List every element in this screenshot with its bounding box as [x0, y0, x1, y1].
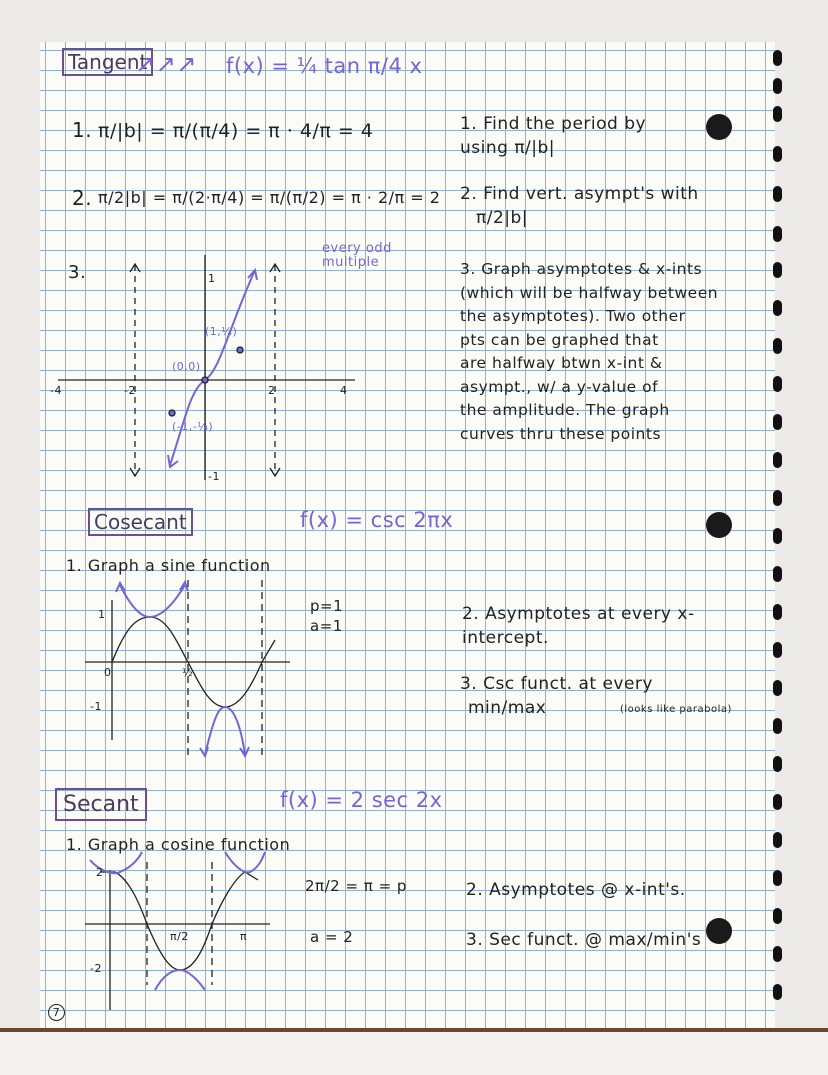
note-line: are halfway btwn x-int & — [460, 354, 663, 372]
note-line: pts can be graphed that — [460, 330, 659, 349]
note-line: 3. Graph asymptotes & x-ints — [460, 260, 703, 278]
note-line: using π/|b| — [460, 138, 556, 158]
x-tick-label: -4 — [50, 384, 62, 397]
secant-formula: f(x) = 2 sec 2x — [280, 788, 443, 812]
note-line: intercept. — [462, 628, 549, 648]
amplitude-value: a=1 — [310, 617, 343, 635]
tangent-title: Tangent — [62, 48, 153, 76]
annotation-line: multiple — [322, 255, 380, 270]
note-line: 3. Csc funct. at every — [460, 674, 653, 694]
tangent-note-1 — [460, 112, 646, 160]
note-line: the amplitude. The graph — [460, 401, 670, 419]
note-line: 2. Find vert. asympt's with — [460, 184, 699, 204]
tangent-note-3 — [460, 258, 718, 446]
tangent-period-math: π/|b| = π/(π/4) = π · 4/π = 4 — [98, 120, 374, 142]
point-label: (1,¼) — [205, 325, 238, 338]
x-tick-label: ½ — [182, 666, 194, 679]
curve-sketch-icon: ↗↗↗ — [135, 50, 197, 78]
y-tick-label: 1 — [98, 608, 106, 621]
y-tick-label: -2 — [90, 962, 102, 975]
x-tick-label: 4 — [340, 384, 348, 397]
secant-step-1: 1. Graph a cosine function — [66, 835, 291, 854]
note-line: min/max — [468, 698, 547, 718]
note-line: asympt., w/ a y-value of — [460, 377, 659, 396]
tangent-formula: f(x) = ¼ tan π/4 x — [226, 54, 423, 78]
x-tick-label: 0 — [104, 666, 112, 679]
secant-note-2: 2. Asymptotes @ x-int's. — [466, 880, 686, 900]
y-tick-label: -1 — [208, 470, 220, 483]
amplitude-value: a = 2 — [310, 928, 354, 946]
x-tick-label: π/2 — [170, 930, 189, 943]
secant-note-3: 3. Sec funct. @ max/min's — [466, 930, 702, 950]
cosecant-note-2 — [462, 602, 695, 650]
x-tick-label: -2 — [124, 384, 136, 397]
tangent-graph — [58, 255, 355, 480]
tangent-note-2 — [460, 182, 699, 230]
secant-title: Secant — [55, 788, 147, 821]
point-label: (-1,-¼) — [172, 420, 214, 433]
note-line: (which will be halfway between — [460, 283, 719, 302]
cosecant-step-1: 1. Graph a sine function — [66, 556, 271, 575]
page-number: 7 — [48, 1004, 65, 1021]
cosecant-formula: f(x) = csc 2πx — [300, 508, 454, 532]
y-tick-label: 2 — [96, 866, 104, 879]
tangent-asymptote-math: π/2|b| = π/(2·π/4) = π/(π/2) = π · 2/π = 2 — [98, 188, 441, 207]
step-label: 1. — [72, 118, 93, 142]
y-tick-label: 1 — [208, 272, 216, 285]
x-tick-label: 2 — [268, 384, 276, 397]
period-value: p=1 — [310, 597, 344, 615]
cosecant-note-aside: (looks like parabola) — [620, 704, 732, 715]
note-line: 1. Find the period by — [460, 114, 647, 134]
y-tick-label: -1 — [90, 700, 102, 713]
point-label: (0,0) — [172, 360, 201, 373]
step-label: 3. — [68, 262, 87, 283]
note-line: π/2|b| — [476, 208, 529, 228]
x-tick-label: π — [240, 930, 248, 943]
step-label: 2. — [72, 186, 93, 210]
cosecant-params — [310, 596, 343, 636]
annotation-line: every odd — [322, 241, 392, 256]
note-line: 2. Asymptotes at every x- — [462, 604, 695, 624]
period-value: 2π/2 = π = p — [305, 877, 407, 895]
cosecant-title: Cosecant — [88, 508, 193, 536]
note-line: the asymptotes). Two other — [460, 307, 686, 325]
note-line: curves thru these points — [460, 424, 662, 443]
